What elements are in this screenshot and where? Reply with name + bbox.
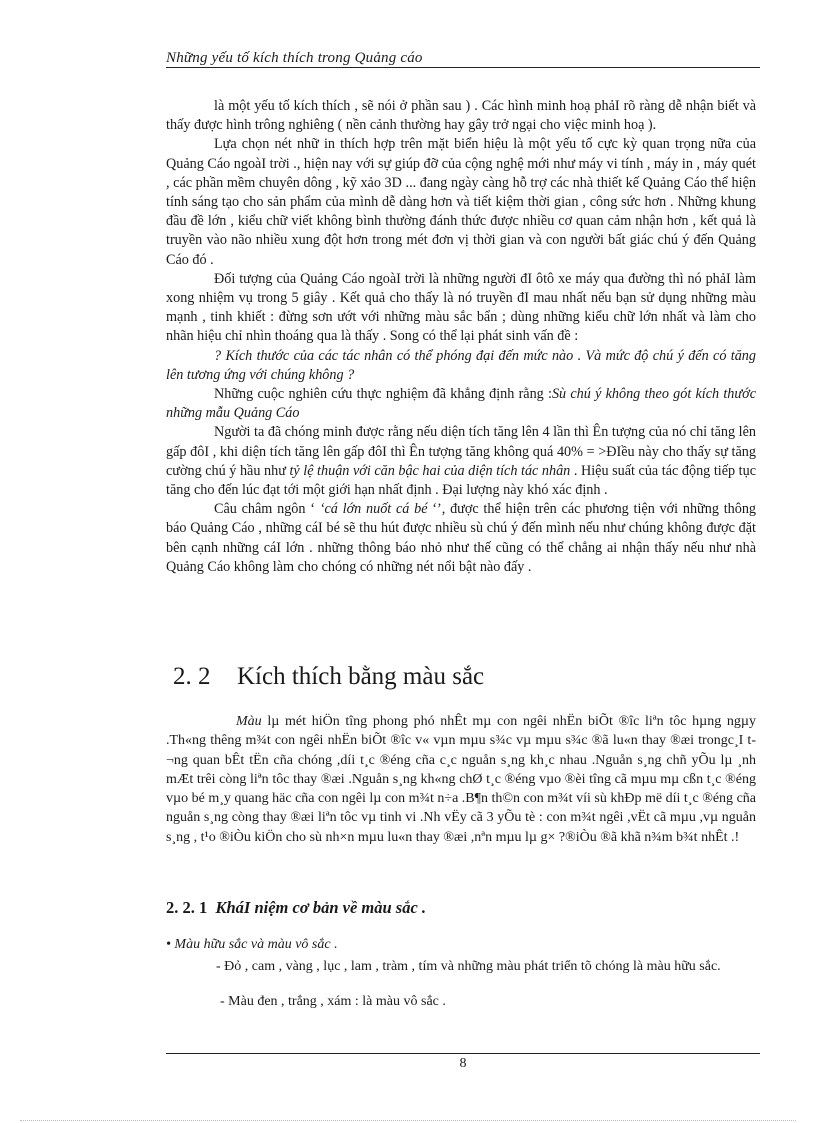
question-paragraph: ? Kích thước của các tác nhân có thể phóng đại đến mức nào . Và mức độ chú ý đến có tăng lên tương ứng với chúng không ? (166, 347, 756, 383)
proof-text-b: . Hiệu suất của tác động tiếp tục tăng cho đến lúc đạt tới một giới hạn nhất định . Đại lượng này khó xác định . (166, 462, 756, 499)
header-rule (166, 67, 760, 68)
subsection-number: 2. 2. 1 (166, 898, 208, 917)
paragraph-research (166, 385, 756, 423)
proverb-quote: ‘cá lớn nuốt cá bé (319, 501, 428, 518)
proof-text-a: Người ta đã chóng minh được rằng nếu diện tích tăng lên 4 lần thì Ên tượng của nó chỉ tăng lên gấp đôI , khi diện tích tăng lên gấp đôI thì Ên tượng tăng không quá 40% = >ĐIều này cho thấy sự tăng cường chú ý hầu như (166, 424, 756, 479)
list-item: - Màu đen , trắng , xám : là màu vô sắc . (220, 994, 446, 1009)
paragraph-proof (166, 423, 756, 500)
section-heading (173, 663, 484, 691)
section-body (166, 712, 756, 847)
paragraph-3: Đối tượng của Quảng Cáo ngoàI trời là những người đI ôtô xe máy qua đường thì nó phảI làm xong nhiệm vụ trong 5 giây . Kết quả cho thấy là nó truyền đI mau nhất nếu bạn sử dụng những màu mạnh , tinh khiết : đừng sơn ướt với những màu sắc bẩn ; dùng những kiểu chữ lớn nhất và làm cho nhãn hiệu chỉ nhìn thoáng qua là thấy . Song có thể lại phát sinh vấn đề : (166, 270, 756, 345)
section-paragraph-text: lµ mét hiÖn tîng phong phó nhÊt mµ con ngêi nhËn biÕt ®îc liªn tôc hµng ngµy .Th«ng thêng m¾t con ngêi nhËn biÕt ®îc v« vµn mµu s¾c vµ mµu s¾c ®ã lu«n thay ®æi trongc¸I t¬ng quan bÊt tËn cña chóng ,díi t¸c ®éng cña c¸c nguån s¸ng kh¸c nhau .Nguån s¸ng chñ yÕu lµ ¸nh mÆt trêi còng liªn tôc thay ®æi .Nguån s¸ng kh«ng chØ t¸c ®éng vµo ®èi tîng cã mµu mµ cßn t¸c ®éng vµo bé m¸y quang häc cña con ngêi lµ con m¾t n÷a .B¶n th©n con m¾t víi sù khÐp më díi t¸c ®éng cña nguån s¸ng còng thay ®æi liªn tôc vµ tinh vi .Nh vËy cã 3 yÕu tè : con m¾t ngêi ,vËt cã mµu ,vµ nguån s¸ng , t¹o ®iÒu kiÖn cho sù nh×n mµu lu«n thay ®æi ,nªn mµu lµ g× ?®iÒu ®ã khã n¾m b¾t nhÊt .! (166, 714, 756, 845)
page-bottom-border (20, 1120, 796, 1121)
proof-emphasis: tỷ lệ thuận với căn bậc hai của diện tích tác nhân (289, 462, 571, 479)
section-lead: Màu (236, 714, 262, 729)
page-header: Những yếu tố kích thích trong Quảng cáo (166, 50, 423, 66)
proverb-text-a: Câu châm ngôn ‘ (214, 501, 320, 518)
proverb-text-b: ‘’, được thể hiện trên các phương tiện với những thông báo Quảng Cáo , những cáI bé sẽ thu hút được nhiều sù chú ý đến mình nếu như chúng không được đặt bên cạnh những cáI lớn . những thông báo nhỏ như thế cũng có thể chẳng ai nhận thấy nếu như nhà Quảng Cáo không làm cho chóng có những nét nổi bật nào đấy . (166, 501, 757, 575)
paragraph-1: là một yếu tố kích thích , sẽ nói ở phần sau ) . Các hình minh hoạ phảI rõ ràng dễ nhận biết và thấy được hình trông nghiêng ( nền cảnh thường hay gây trở ngại cho việc minh hoạ ). (166, 98, 756, 134)
paragraph-proverb (166, 500, 756, 577)
bullet-text: Màu hữu sắc và màu vô sắc . (174, 937, 338, 952)
section-number: 2. 2 (173, 663, 211, 690)
paragraph-2: Lựa chọn nét nhữ in thích hợp trên mặt biển hiệu là một yếu tố cực kỳ quan trọng nữa của Quảng Cáo ngoàI trời ., hiện nay với sự giúp đỡ của cộng nghệ mới như máy vi tính , máy in , máy quét , các phần mềm chuyên dông , kỹ xảo 3D ... đang ngày càng hỗ trợ các nhà thiết kế Quảng Cáo thể hiện tính sáng tạo cho sản phẩm của mình dễ dàng hơn và tiết kiệm thời gian , công sức hơn . Những khung đầu đề lớn , kiểu chữ viết không bình thường đánh thức được nhiều cơ quan cảm nhận hơn , kết quả là truyền vào não nhiều xung đột hơn trong mét đơn vị thời gian và con người bất giác chú ý đến Quảng Cáo đó . (166, 136, 756, 268)
bullet-item (166, 937, 338, 953)
body-text (166, 97, 756, 577)
list-item: - Đỏ , cam , vàng , lục , lam , tràm , tím và những màu phát triển tõ chóng là màu hữu sắc. (216, 959, 721, 974)
subsection-title: KháI niệm cơ bản về màu sắc . (215, 898, 427, 917)
page-number: 8 (459, 1056, 467, 1071)
footer-rule (166, 1053, 760, 1054)
research-conclusion: Sù chú ý không theo gót kích thước những mẫu Quảng Cáo (166, 386, 756, 422)
section-title: Kích thích bằng màu sắc (237, 663, 485, 690)
subsection-heading (166, 898, 426, 918)
section-paragraph (166, 712, 756, 847)
research-text: Những cuộc nghiên cứu thực nghiệm đã khẳng định rằng : (214, 386, 552, 403)
bullet-icon: • (166, 937, 171, 952)
